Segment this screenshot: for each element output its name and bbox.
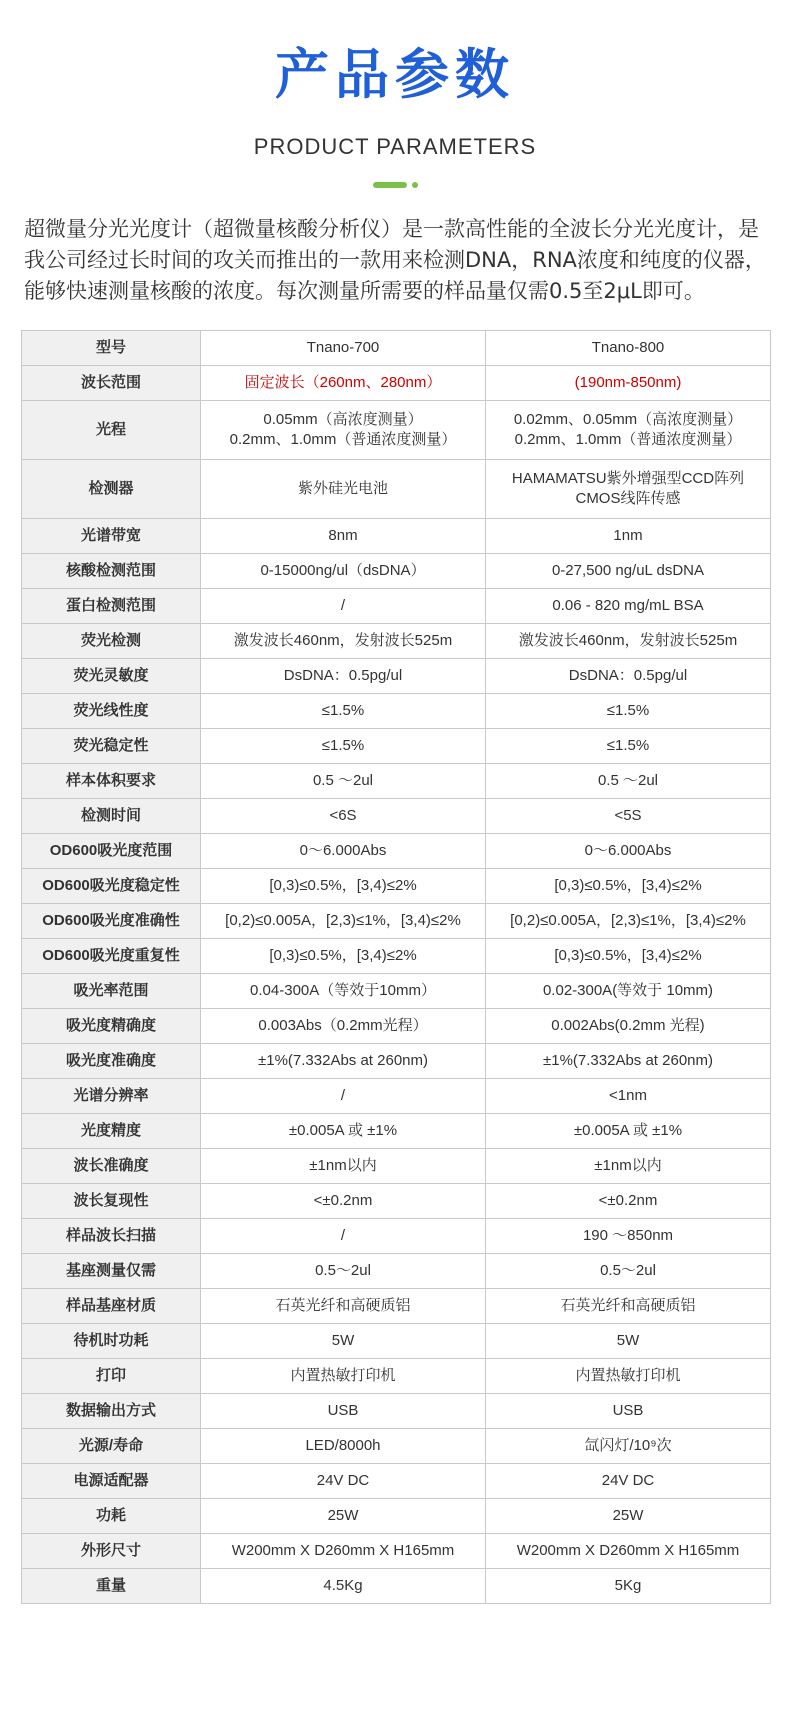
table-row xyxy=(22,1009,771,1044)
param-label-cell: 吸光度精确度 xyxy=(22,1009,201,1044)
param-label-cell: 波长复现性 xyxy=(22,1184,201,1219)
tnano700-value-cell: 5W xyxy=(201,1324,486,1359)
tnano700-value-cell: ±1nm以内 xyxy=(201,1149,486,1184)
tnano800-value-cell: ±0.005A 或 ±1% xyxy=(486,1114,771,1149)
tnano800-value-cell: ±1nm以内 xyxy=(486,1149,771,1184)
table-row xyxy=(22,1394,771,1429)
tnano800-value-cell: 氙闪灯/10⁹次 xyxy=(486,1429,771,1464)
tnano800-value-cell: ≤1.5% xyxy=(486,729,771,764)
tnano800-value-cell: ±1%(7.332Abs at 260nm) xyxy=(486,1044,771,1079)
tnano700-value-cell: <6S xyxy=(201,799,486,834)
table-row xyxy=(22,1324,771,1359)
table-row xyxy=(22,1149,771,1184)
tnano700-value-cell: ±0.005A 或 ±1% xyxy=(201,1114,486,1149)
table-row xyxy=(22,694,771,729)
table-row xyxy=(22,366,771,401)
table-row xyxy=(22,624,771,659)
tnano800-value-cell: 190 ～850nm xyxy=(486,1219,771,1254)
param-label-cell: 检测时间 xyxy=(22,799,201,834)
param-label-cell: 型号 xyxy=(22,331,201,366)
table-row xyxy=(22,1464,771,1499)
tnano800-value-cell: 0～6.000Abs xyxy=(486,834,771,869)
tnano700-value-cell: 0～6.000Abs xyxy=(201,834,486,869)
tnano800-value-cell: 24V DC xyxy=(486,1464,771,1499)
tnano800-value-cell: (190nm-850nm) xyxy=(486,366,771,401)
tnano800-value-cell: ≤1.5% xyxy=(486,694,771,729)
tnano800-value-cell: 石英光纤和高硬质铝 xyxy=(486,1289,771,1324)
tnano700-value-cell: 激发波长460nm，发射波长525m xyxy=(201,624,486,659)
param-label-cell: 波长范围 xyxy=(22,366,201,401)
table-row xyxy=(22,974,771,1009)
table-row xyxy=(22,1079,771,1114)
param-label-cell: OD600吸光度准确性 xyxy=(22,904,201,939)
tnano700-value-cell: ≤1.5% xyxy=(201,729,486,764)
param-label-cell: 吸光率范围 xyxy=(22,974,201,1009)
param-label-cell: 吸光度准确度 xyxy=(22,1044,201,1079)
table-row xyxy=(22,460,771,519)
tnano800-value-cell: [0,2)≤0.005A，[2,3)≤1%，[3,4)≤2% xyxy=(486,904,771,939)
param-label-cell: 功耗 xyxy=(22,1499,201,1534)
param-label-cell: 蛋白检测范围 xyxy=(22,589,201,624)
table-row xyxy=(22,904,771,939)
param-label-cell: OD600吸光度稳定性 xyxy=(22,869,201,904)
table-row xyxy=(22,729,771,764)
tnano700-value-cell: Tnano-700 xyxy=(201,331,486,366)
param-label-cell: 荧光线性度 xyxy=(22,694,201,729)
table-row xyxy=(22,554,771,589)
param-label-cell: 光度精度 xyxy=(22,1114,201,1149)
tnano700-value-cell: [0,3)≤0.5%，[3,4)≤2% xyxy=(201,869,486,904)
divider-bar xyxy=(373,182,407,188)
tnano800-value-cell: HAMAMATSU紫外增强型CCD阵列 CMOS线阵传感 xyxy=(486,460,771,519)
tnano700-value-cell: 0.003Abs（0.2mm光程） xyxy=(201,1009,486,1044)
tnano800-value-cell: 内置热敏打印机 xyxy=(486,1359,771,1394)
tnano700-value-cell: ±1%(7.332Abs at 260nm) xyxy=(201,1044,486,1079)
param-label-cell: 样品基座材质 xyxy=(22,1289,201,1324)
page-subtitle: PRODUCT PARAMETERS xyxy=(253,134,537,159)
param-label-cell: 待机时功耗 xyxy=(22,1324,201,1359)
tnano700-value-cell: ≤1.5% xyxy=(201,694,486,729)
table-row xyxy=(22,1569,771,1604)
table-row xyxy=(22,764,771,799)
tnano700-value-cell: 紫外硅光电池 xyxy=(201,460,486,519)
tnano800-value-cell: [0,3)≤0.5%，[3,4)≤2% xyxy=(486,939,771,974)
tnano700-value-cell: W200mm X D260mm X H165mm xyxy=(201,1534,486,1569)
tnano700-value-cell: 25W xyxy=(201,1499,486,1534)
divider-dot xyxy=(412,182,418,188)
table-row xyxy=(22,1429,771,1464)
tnano700-value-cell: 0.5 ～2ul xyxy=(201,764,486,799)
tnano700-value-cell: / xyxy=(201,1079,486,1114)
tnano700-value-cell: 0.05mm（高浓度测量） 0.2mm、1.0mm（普通浓度测量） xyxy=(201,401,486,460)
tnano800-value-cell: 0.02mm、0.05mm（高浓度测量） 0.2mm、1.0mm（普通浓度测量） xyxy=(486,401,771,460)
table-row xyxy=(22,1254,771,1289)
tnano800-value-cell: 0.06 - 820 mg/mL BSA xyxy=(486,589,771,624)
param-label-cell: OD600吸光度重复性 xyxy=(22,939,201,974)
param-label-cell: 打印 xyxy=(22,1359,201,1394)
param-label-cell: 荧光灵敏度 xyxy=(22,659,201,694)
param-label-cell: 基座测量仅需 xyxy=(22,1254,201,1289)
tnano800-value-cell: 0.002Abs(0.2mm 光程) xyxy=(486,1009,771,1044)
table-row xyxy=(22,869,771,904)
tnano700-value-cell: [0,2)≤0.005A，[2,3)≤1%，[3,4)≤2% xyxy=(201,904,486,939)
tnano800-value-cell: Tnano-800 xyxy=(486,331,771,366)
tnano800-value-cell: 5Kg xyxy=(486,1569,771,1604)
param-label-cell: OD600吸光度范围 xyxy=(22,834,201,869)
tnano800-value-cell: 激发波长460nm，发射波长525m xyxy=(486,624,771,659)
tnano800-value-cell: DsDNA：0.5pg/ul xyxy=(486,659,771,694)
table-row xyxy=(22,1359,771,1394)
tnano800-value-cell: <1nm xyxy=(486,1079,771,1114)
tnano800-value-cell: 0-27,500 ng/uL dsDNA xyxy=(486,554,771,589)
table-row xyxy=(22,1044,771,1079)
tnano800-value-cell: 5W xyxy=(486,1324,771,1359)
param-label-cell: 电源适配器 xyxy=(22,1464,201,1499)
tnano800-value-cell: W200mm X D260mm X H165mm xyxy=(486,1534,771,1569)
intro-paragraph: 超微量分光光度计（超微量核酸分析仪）是一款高性能的全波长分光光度计，是我公司经过长时间的攻关而推出的一款用来检测DNA，RNA浓度和纯度的仪器，能够快速测量核酸的浓度。每次测量所需要的样品量仅需0.5至2μL即可。 xyxy=(24,217,766,303)
table-row xyxy=(22,834,771,869)
tnano700-value-cell: / xyxy=(201,1219,486,1254)
param-label-cell: 检测器 xyxy=(22,460,201,519)
table-row xyxy=(22,1114,771,1149)
param-label-cell: 波长准确度 xyxy=(22,1149,201,1184)
title-divider xyxy=(0,178,790,192)
tnano800-value-cell: <5S xyxy=(486,799,771,834)
tnano700-value-cell: 固定波长（260nm、280nm） xyxy=(201,366,486,401)
param-label-cell: 荧光稳定性 xyxy=(22,729,201,764)
tnano700-value-cell: 4.5Kg xyxy=(201,1569,486,1604)
table-row xyxy=(22,659,771,694)
tnano800-value-cell: [0,3)≤0.5%，[3,4)≤2% xyxy=(486,869,771,904)
tnano800-value-cell: <±0.2nm xyxy=(486,1184,771,1219)
tnano700-value-cell: 24V DC xyxy=(201,1464,486,1499)
parameters-table xyxy=(21,330,771,1604)
table-row xyxy=(22,401,771,460)
param-label-cell: 样品波长扫描 xyxy=(22,1219,201,1254)
param-label-cell: 核酸检测范围 xyxy=(22,554,201,589)
table-row xyxy=(22,1534,771,1569)
tnano700-value-cell: 内置热敏打印机 xyxy=(201,1359,486,1394)
parameters-table-body xyxy=(22,331,771,1604)
table-row xyxy=(22,799,771,834)
table-row xyxy=(22,519,771,554)
table-row xyxy=(22,589,771,624)
tnano700-value-cell: 0.04-300A（等效于10mm） xyxy=(201,974,486,1009)
tnano700-value-cell: / xyxy=(201,589,486,624)
tnano700-value-cell: DsDNA：0.5pg/ul xyxy=(201,659,486,694)
table-row xyxy=(22,1499,771,1534)
tnano800-value-cell: 0.5～2ul xyxy=(486,1254,771,1289)
tnano700-value-cell: <±0.2nm xyxy=(201,1184,486,1219)
tnano700-value-cell: 0-15000ng/ul（dsDNA） xyxy=(201,554,486,589)
table-row xyxy=(22,1289,771,1324)
table-row xyxy=(22,939,771,974)
tnano800-value-cell: USB xyxy=(486,1394,771,1429)
param-label-cell: 重量 xyxy=(22,1569,201,1604)
param-label-cell: 光源/寿命 xyxy=(22,1429,201,1464)
table-row xyxy=(22,1184,771,1219)
tnano700-value-cell: 0.5～2ul xyxy=(201,1254,486,1289)
tnano800-value-cell: 1nm xyxy=(486,519,771,554)
tnano700-value-cell: USB xyxy=(201,1394,486,1429)
tnano700-value-cell: 8nm xyxy=(201,519,486,554)
tnano800-value-cell: 0.02-300A(等效于 10mm) xyxy=(486,974,771,1009)
page-title: 产品参数 xyxy=(275,43,515,106)
param-label-cell: 光程 xyxy=(22,401,201,460)
tnano700-value-cell: 石英光纤和高硬质铝 xyxy=(201,1289,486,1324)
param-label-cell: 外形尺寸 xyxy=(22,1534,201,1569)
tnano700-value-cell: [0,3)≤0.5%，[3,4)≤2% xyxy=(201,939,486,974)
table-row xyxy=(22,331,771,366)
tnano700-value-cell: LED/8000h xyxy=(201,1429,486,1464)
param-label-cell: 样本体积要求 xyxy=(22,764,201,799)
table-row xyxy=(22,1219,771,1254)
param-label-cell: 光谱分辨率 xyxy=(22,1079,201,1114)
tnano800-value-cell: 0.5 ～2ul xyxy=(486,764,771,799)
param-label-cell: 数据输出方式 xyxy=(22,1394,201,1429)
tnano800-value-cell: 25W xyxy=(486,1499,771,1534)
param-label-cell: 荧光检测 xyxy=(22,624,201,659)
param-label-cell: 光谱带宽 xyxy=(22,519,201,554)
